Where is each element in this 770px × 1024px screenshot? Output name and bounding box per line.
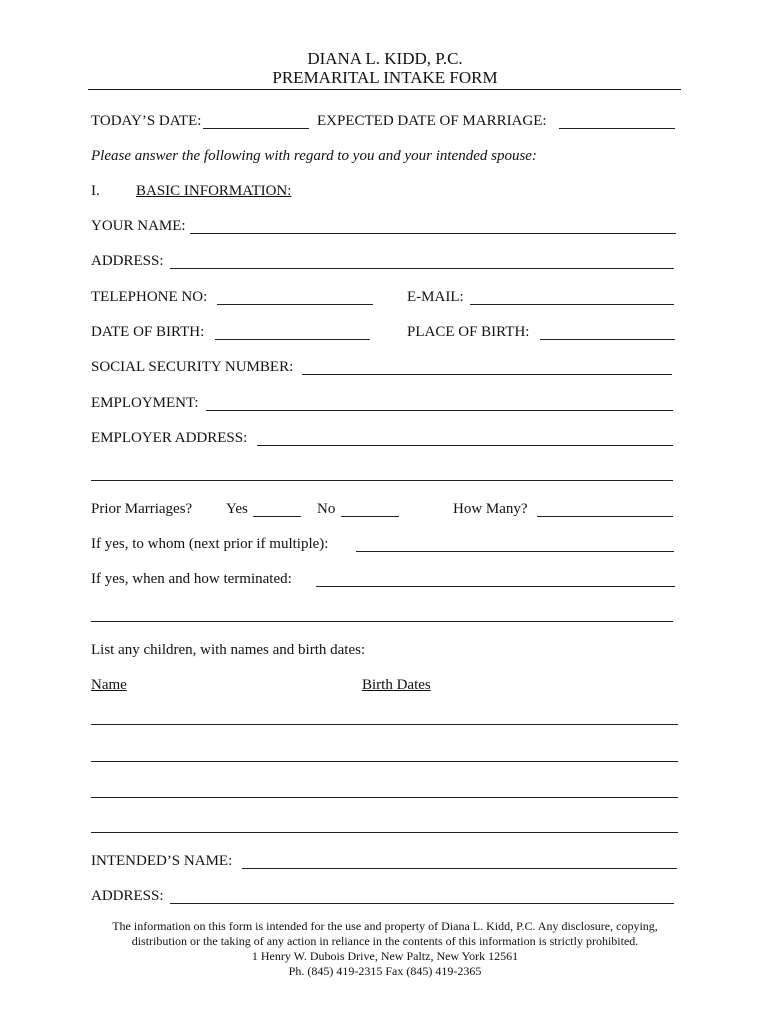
ssn-label: SOCIAL SECURITY NUMBER: (91, 359, 294, 375)
to-whom-field[interactable] (356, 551, 674, 552)
email-field[interactable] (470, 304, 674, 305)
instruction-text: Please answer the following with regard to you and your intended spouse: (91, 148, 537, 164)
ssn-field[interactable] (302, 374, 672, 375)
children-birth-header: Birth Dates (362, 677, 431, 693)
todays-date-field[interactable] (203, 128, 309, 129)
footer-disclaimer-line2: distribution or the taking of any action in reliance in the contents of this information is strictly prohibited. (131, 934, 639, 948)
employer-address-field[interactable] (257, 445, 673, 446)
expected-marriage-date-label: EXPECTED DATE OF MARRIAGE: (317, 113, 547, 129)
todays-date-label: TODAY’S DATE: (91, 113, 202, 129)
your-name-label: YOUR NAME: (91, 218, 186, 234)
terminated-field[interactable] (316, 586, 675, 587)
email-label: E-MAIL: (407, 289, 464, 305)
employment-label: EMPLOYMENT: (91, 395, 199, 411)
prior-no-field[interactable] (341, 516, 399, 517)
how-many-label: How Many? (453, 501, 528, 517)
section-title: BASIC INFORMATION: (136, 183, 292, 199)
footer-phone-fax: Ph. (845) 419-2315 Fax (845) 419-2365 (288, 964, 482, 978)
dob-field[interactable] (215, 339, 370, 340)
expected-marriage-date-field[interactable] (559, 128, 675, 129)
prior-yes-field[interactable] (253, 516, 301, 517)
section-number: I. (91, 183, 100, 199)
intended-address-field[interactable] (170, 903, 674, 904)
prior-no-label: No (317, 501, 336, 517)
prior-marriages-label: Prior Marriages? (91, 501, 193, 517)
intended-name-label: INTENDED’S NAME: (91, 853, 233, 869)
telephone-field[interactable] (217, 304, 373, 305)
footer-address: 1 Henry W. Dubois Drive, New Paltz, New York 12561 (251, 949, 519, 963)
terminated-label: If yes, when and how terminated: (91, 571, 292, 587)
child-line-4[interactable] (91, 832, 678, 833)
dob-label: DATE OF BIRTH: (91, 324, 205, 340)
telephone-label: TELEPHONE NO: (91, 289, 208, 305)
children-name-header: Name (91, 677, 127, 693)
child-line-3[interactable] (91, 797, 678, 798)
employment-field[interactable] (206, 410, 673, 411)
intended-address-label: ADDRESS: (91, 888, 164, 904)
pob-field[interactable] (540, 339, 675, 340)
firm-name: DIANA L. KIDD, P.C. (307, 49, 463, 68)
prior-yes-label: Yes (226, 501, 248, 517)
your-name-field[interactable] (190, 233, 676, 234)
child-line-2[interactable] (91, 761, 678, 762)
employer-address-line2[interactable] (91, 480, 673, 481)
employer-address-label: EMPLOYER ADDRESS: (91, 430, 248, 446)
child-line-1[interactable] (91, 724, 678, 725)
header-rule (88, 89, 681, 90)
how-many-field[interactable] (537, 516, 673, 517)
footer-disclaimer-line1: The information on this form is intended for the use and property of Diana L. Kidd, P.C. Any disclosure, copying, (112, 919, 658, 933)
address-field[interactable] (170, 268, 674, 269)
terminated-line2[interactable] (91, 621, 673, 622)
children-prompt: List any children, with names and birth dates: (91, 642, 366, 658)
form-title: PREMARITAL INTAKE FORM (272, 68, 498, 87)
pob-label: PLACE OF BIRTH: (407, 324, 530, 340)
address-label: ADDRESS: (91, 253, 164, 269)
intended-name-field[interactable] (242, 868, 677, 869)
to-whom-label: If yes, to whom (next prior if multiple): (91, 536, 329, 552)
